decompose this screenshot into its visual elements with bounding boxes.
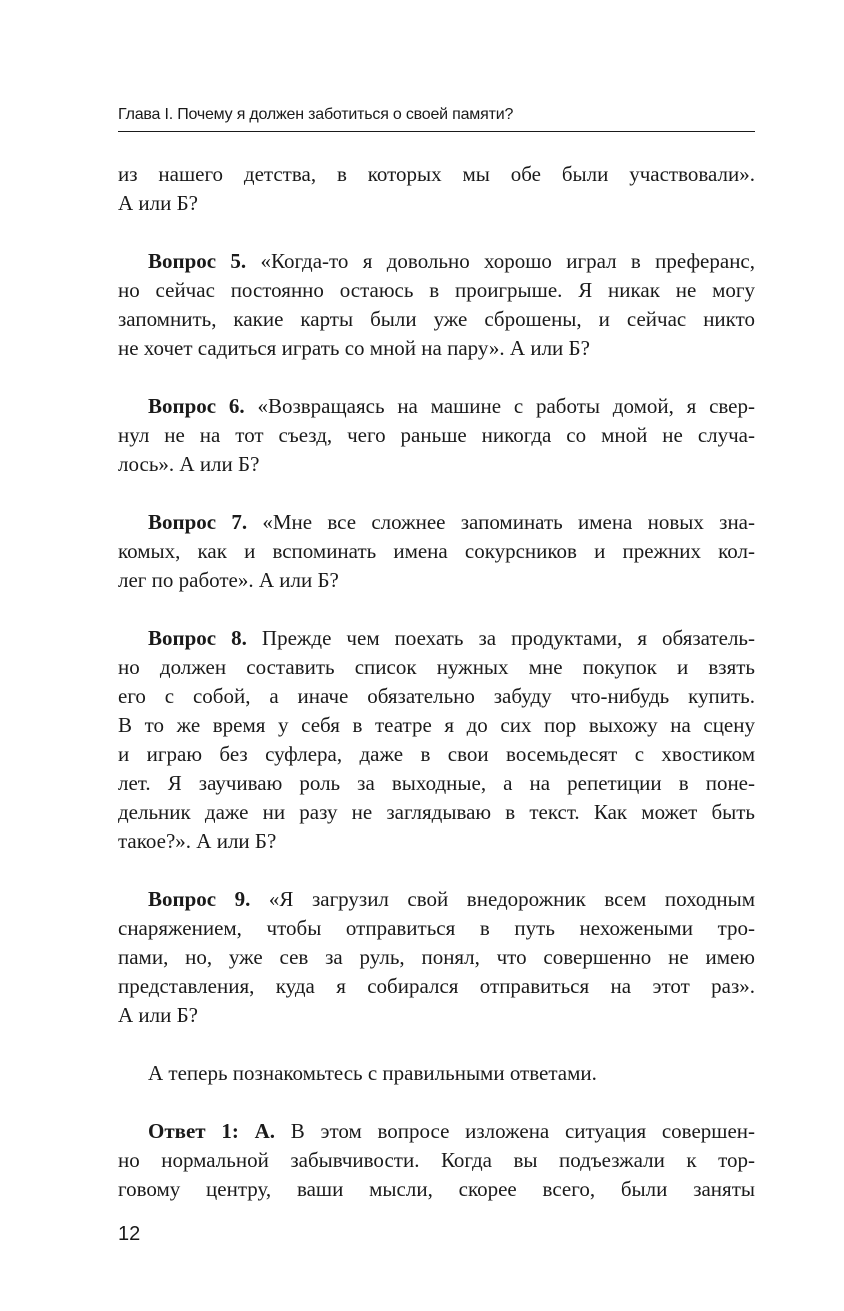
answer-1-paragraph — [118, 1117, 755, 1204]
body-text — [118, 160, 755, 1204]
text-line: А или Б? — [118, 191, 199, 215]
text-line: лег по работе». А или Б? — [118, 568, 339, 592]
answer-1-text: В этом вопросе изложена ситуация совершен- — [275, 1119, 755, 1143]
text-line: А или Б? — [118, 1003, 199, 1027]
question-5-text: «Когда-то я довольно хорошо играл в преферанс, — [246, 249, 755, 273]
text-line: лет. Я заучиваю роль за выходные, а на репетиции в поне- — [118, 771, 755, 795]
text-line: такое?». А или Б? — [118, 829, 277, 853]
text-line: его с собой, а иначе обязательно забуду что-нибудь купить. — [118, 684, 755, 708]
question-6-label: Вопрос 6. — [148, 394, 245, 418]
question-5-paragraph — [118, 247, 755, 363]
text-line: но должен составить список нужных мне покупок и взять — [118, 655, 755, 679]
text-line: дельник даже ни разу не заглядываю в текст. Как может быть — [118, 800, 755, 824]
text-line: но сейчас постоянно остаюсь в проигрыше. Я никак не могу — [118, 278, 755, 302]
question-6-paragraph — [118, 392, 755, 479]
text-line: нул не на тот съезд, чего раньше никогда со мной не случа- — [118, 423, 755, 447]
text-line: запомнить, какие карты были уже сброшены, и сейчас никто — [118, 307, 755, 331]
page-number: 12 — [118, 1223, 141, 1245]
question-7-label: Вопрос 7. — [148, 510, 248, 534]
text-line: не хочет садиться играть со мной на пару». А или Б? — [118, 336, 590, 360]
answers-intro: А теперь познакомьтесь с правильными ответами. — [148, 1061, 597, 1085]
continuation-paragraph — [118, 160, 755, 218]
text-line: представления, куда я собирался отправиться на этот раз». — [118, 974, 755, 998]
answer-1-label: Ответ 1: А. — [148, 1119, 275, 1143]
answers-intro-paragraph — [118, 1059, 755, 1088]
text-line — [118, 508, 755, 537]
text-line: но нормальной забывчивости. Когда вы подъезжали к тор- — [118, 1148, 755, 1172]
question-5-label: Вопрос 5. — [148, 249, 247, 273]
text-line — [118, 624, 755, 653]
text-line — [118, 1117, 755, 1146]
question-9-text: «Я загрузил свой внедорожник всем походным — [250, 887, 756, 911]
header-rule — [118, 131, 755, 132]
question-8-label: Вопрос 8. — [148, 626, 247, 650]
text-line: говому центру, ваши мысли, скорее всего, были заняты — [118, 1177, 755, 1201]
question-9-paragraph — [118, 885, 755, 1030]
question-7-text: «Мне все сложнее запоминать имена новых зна- — [247, 510, 755, 534]
question-6-text: «Возвращаясь на машине с работы домой, я свер- — [244, 394, 755, 418]
text-line: В то же время у себя в театре я до сих пор выхожу на сцену — [118, 713, 755, 737]
question-9-label: Вопрос 9. — [148, 887, 251, 911]
question-8-paragraph — [118, 624, 755, 856]
question-8-text: Прежде чем поехать за продуктами, я обязатель- — [246, 626, 755, 650]
question-7-paragraph — [118, 508, 755, 595]
text-line — [118, 885, 755, 914]
text-line: пами, но, уже сев за руль, понял, что совершенно не имею — [118, 945, 755, 969]
text-line — [118, 392, 755, 421]
text-line: и играю без суфлера, даже в свои восемьдесят с хвостиком — [118, 742, 755, 766]
text-line: из нашего детства, в которых мы обе были участвовали». — [118, 162, 755, 186]
text-line: снаряжением, чтобы отправиться в путь нехожеными тро- — [118, 916, 755, 940]
running-header: Глава I. Почему я должен заботиться о своей памяти? — [118, 106, 514, 123]
text-line: комых, как и вспоминать имена сокурсников и прежних кол- — [118, 539, 755, 563]
text-line — [118, 247, 755, 276]
text-line: лось». А или Б? — [118, 452, 260, 476]
book-page — [118, 0, 755, 1311]
